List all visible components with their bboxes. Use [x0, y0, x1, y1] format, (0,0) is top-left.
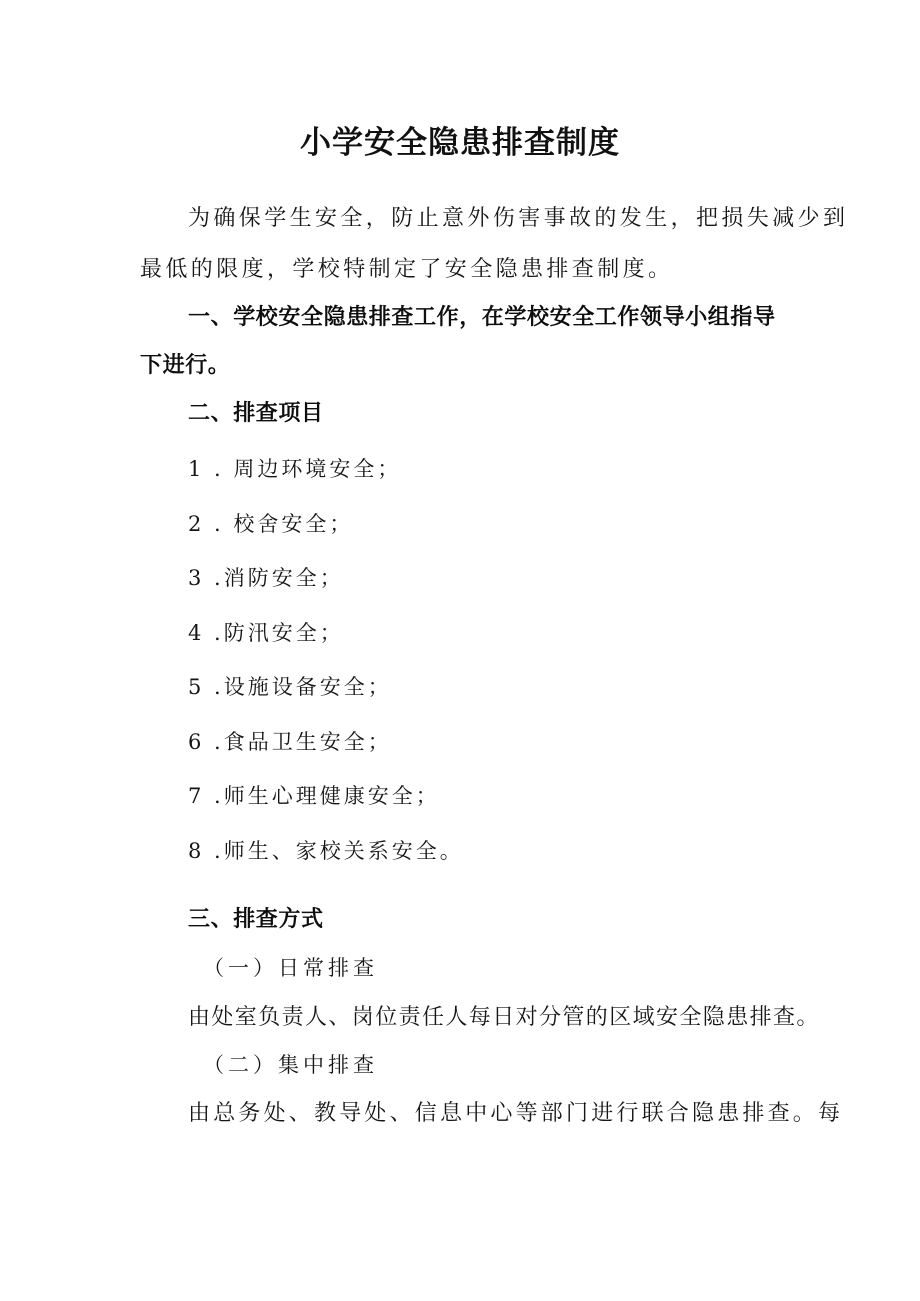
list-item: 4 .防汛安全； — [188, 621, 344, 645]
list-item: 2 . 校舍安全； — [188, 512, 354, 536]
document-title: 小学安全隐患排查制度 — [300, 125, 620, 161]
list-item: 5 .设施设备安全； — [188, 675, 392, 699]
section-1-line-1: 一、学校安全隐患排查工作，在学校安全工作领导小组指导 — [188, 305, 776, 330]
section-1-line-2: 下进行。 — [140, 353, 231, 378]
method-1-heading: （一）日常排查 — [203, 956, 378, 980]
method-1-text: 由处室负责人、岗位责任人每日对分管的区域安全隐患排查。 — [188, 1005, 820, 1030]
list-item: 3 .消防安全； — [188, 566, 344, 590]
section-3-heading: 三、排查方式 — [188, 907, 324, 932]
list-item: 6 .食品卫生安全； — [188, 730, 392, 754]
section-2-heading: 二、排查项目 — [188, 401, 324, 426]
list-item: 1 . 周边环境安全； — [188, 457, 402, 481]
method-2-text: 由总务处、教导处、信息中心等部门进行联合隐患排查。每 — [188, 1101, 844, 1126]
list-item: 7 .师生心理健康安全； — [188, 784, 440, 808]
intro-line-1: 为确保学生安全，防止意外伤害事故的发生，把损失减少到 — [188, 206, 849, 231]
intro-line-2: 最低的限度，学校特制定了安全隐患排查制度。 — [140, 257, 674, 282]
method-2-heading: （二）集中排查 — [203, 1053, 378, 1077]
list-item: 8 .师生、家校关系安全。 — [188, 839, 464, 863]
